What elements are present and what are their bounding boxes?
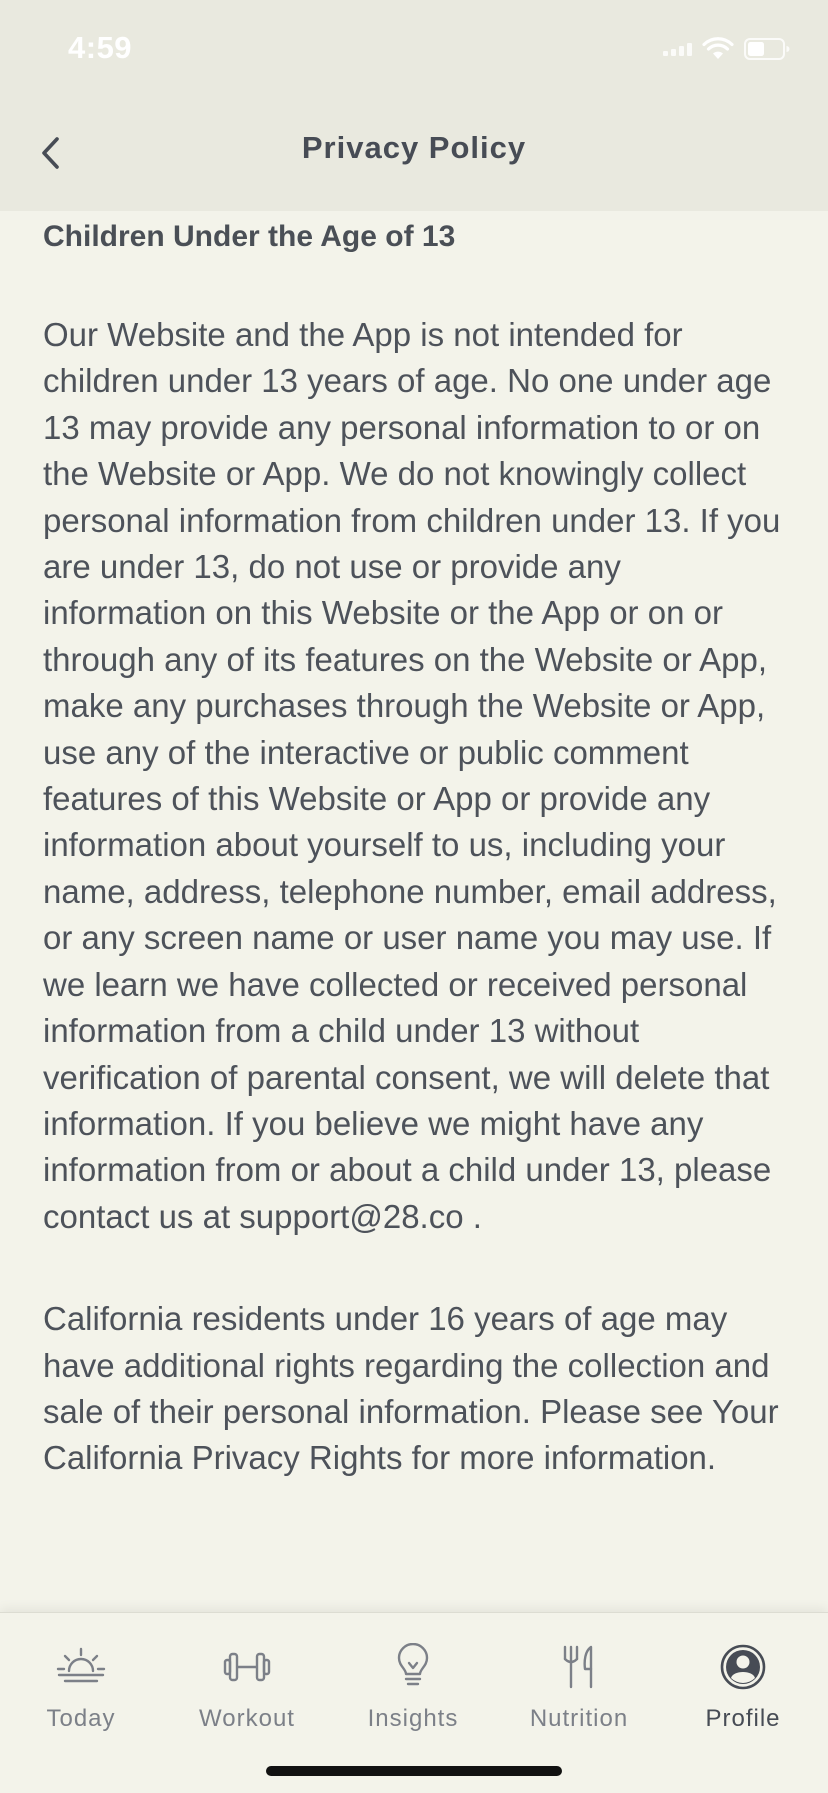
- tab-label: Workout: [199, 1705, 295, 1732]
- battery-icon: [744, 37, 790, 61]
- tab-label: Profile: [705, 1705, 781, 1732]
- status-time: 4:59: [68, 30, 133, 65]
- tab-nutrition[interactable]: [504, 1641, 654, 1751]
- page-title: Privacy Policy: [301, 130, 527, 165]
- cellular-signal-icon: [663, 42, 692, 56]
- status-icons: [663, 34, 790, 64]
- tab-label: Today: [46, 1705, 116, 1732]
- home-indicator[interactable]: [266, 1766, 562, 1776]
- sunrise-icon: [55, 1641, 107, 1693]
- lightbulb-icon: [387, 1641, 439, 1693]
- profile-icon: [717, 1641, 769, 1693]
- policy-paragraph-children: Our Website and the App is not intended for children under 13 years of age. No one under age 13 may provide any personal information to or on the Website or App. We do not knowingly collect personal information from children under 13. If you are under 13, do not use or provide any information on this Website or the App or on or through any of its features on the Website or App, make any purchases through the Website or App, use any of the interactive or public comment features of this Website or App or provide any information about yourself to us, including your name, address, telephone number, email address, or any screen name or user name you may use. If we learn we have collected or received personal information from a child under 13 without verification of parental consent, we will delete that information. If you believe we might have any information from or about a child under 13, please contact us at support@28.co .: [43, 316, 781, 1235]
- section-heading: Children Under the Age of 13: [43, 220, 456, 253]
- dumbbell-icon: [221, 1641, 273, 1693]
- header: [0, 0, 828, 211]
- fork-knife-icon: [553, 1641, 605, 1693]
- tab-insights[interactable]: [338, 1641, 488, 1751]
- wifi-icon: [702, 37, 734, 61]
- tab-label: Insights: [367, 1705, 459, 1732]
- tab-today[interactable]: [6, 1641, 156, 1751]
- tab-workout[interactable]: [172, 1641, 322, 1751]
- policy-content[interactable]: [43, 211, 793, 1612]
- policy-paragraph-california: California residents under 16 years of age may have additional rights regarding the collection and sale of their personal information. Please see Your California Privacy Rights for more information.: [43, 1300, 779, 1477]
- tab-profile[interactable]: [668, 1641, 818, 1751]
- tab-label: Nutrition: [529, 1705, 629, 1732]
